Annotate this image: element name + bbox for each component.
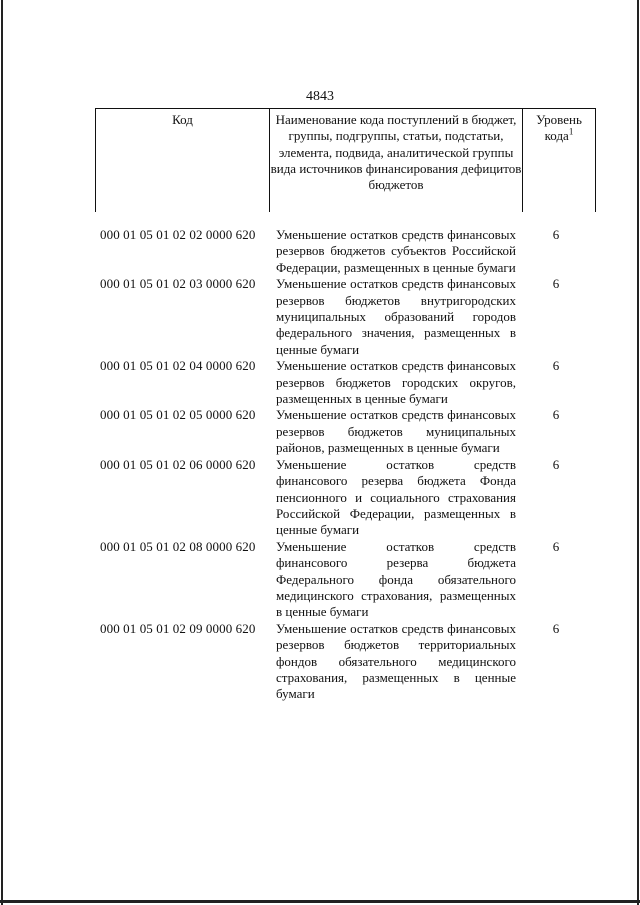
header-code: Код	[96, 109, 270, 212]
table-header	[95, 108, 596, 212]
table-row	[100, 407, 596, 456]
row-level: 6	[552, 276, 560, 292]
row-level: 6	[552, 538, 560, 554]
row-level: 6	[552, 358, 560, 374]
row-level: 6	[552, 227, 560, 242]
row-code: 000 01 05 01 02 06 0000 620	[100, 456, 256, 472]
row-name: Уменьшение остатков средств финансовых резервов бюджетов территориальных фондов обязательного медицинского страхования, размещенных в ценные бумаги	[276, 620, 516, 702]
page-number: 4843	[306, 89, 334, 104]
row-code: 000 01 05 01 02 02 0000 620	[100, 227, 256, 242]
scan-edge-right	[637, 0, 639, 905]
row-level: 6	[552, 456, 560, 472]
row-code: 000 01 05 01 02 09 0000 620	[100, 620, 256, 636]
row-code: 000 01 05 01 02 03 0000 620	[100, 276, 256, 292]
row-name: Уменьшение остатков средств финансовых резервов бюджетов субъектов Российской Федерации, размещенных в ценные бумаги	[276, 227, 516, 275]
table-row	[100, 276, 596, 358]
header-name: Наименование кода поступлений в бюджет, группы, подгруппы, статьи, подстатьи, элемента, подвида, аналитической группы вида источников финансирования дефицитов бюджетов	[270, 109, 523, 212]
header-level	[523, 109, 595, 212]
scan-edge-bottom	[0, 900, 640, 903]
row-name: Уменьшение остатков средств финансового резерва бюджета Федерального фонда обязательного медицинского страхования, размещенных в ценные бумаги	[276, 538, 516, 620]
table-row	[100, 539, 596, 621]
row-name: Уменьшение остатков средств финансового резерва бюджета Фонда пенсионного и социального страхования Российской Федерации, размещенных в ценные бумаги	[276, 456, 516, 538]
row-code: 000 01 05 01 02 05 0000 620	[100, 407, 256, 423]
header-level-label: Уровень кода	[536, 112, 582, 144]
table-body	[100, 227, 596, 703]
header-level-footnote: 1	[568, 126, 574, 137]
table-row	[100, 457, 596, 539]
scan-edge-left	[1, 0, 3, 905]
row-code: 000 01 05 01 02 08 0000 620	[100, 538, 256, 554]
row-name: Уменьшение остатков средств финансовых резервов бюджетов муниципальных районов, размещенных в ценные бумаги	[276, 407, 516, 456]
table-row	[100, 621, 596, 703]
table-row	[100, 358, 596, 407]
row-name: Уменьшение остатков средств финансовых резервов бюджетов городских округов, размещенных в ценные бумаги	[276, 358, 516, 407]
row-name: Уменьшение остатков средств финансовых резервов бюджетов внутригородских муниципальных образований городов федерального значения, размещенных в ценные бумаги	[276, 276, 516, 357]
row-code: 000 01 05 01 02 04 0000 620	[100, 358, 256, 374]
row-level: 6	[552, 620, 560, 636]
table-row	[100, 227, 596, 276]
row-level: 6	[552, 407, 560, 423]
